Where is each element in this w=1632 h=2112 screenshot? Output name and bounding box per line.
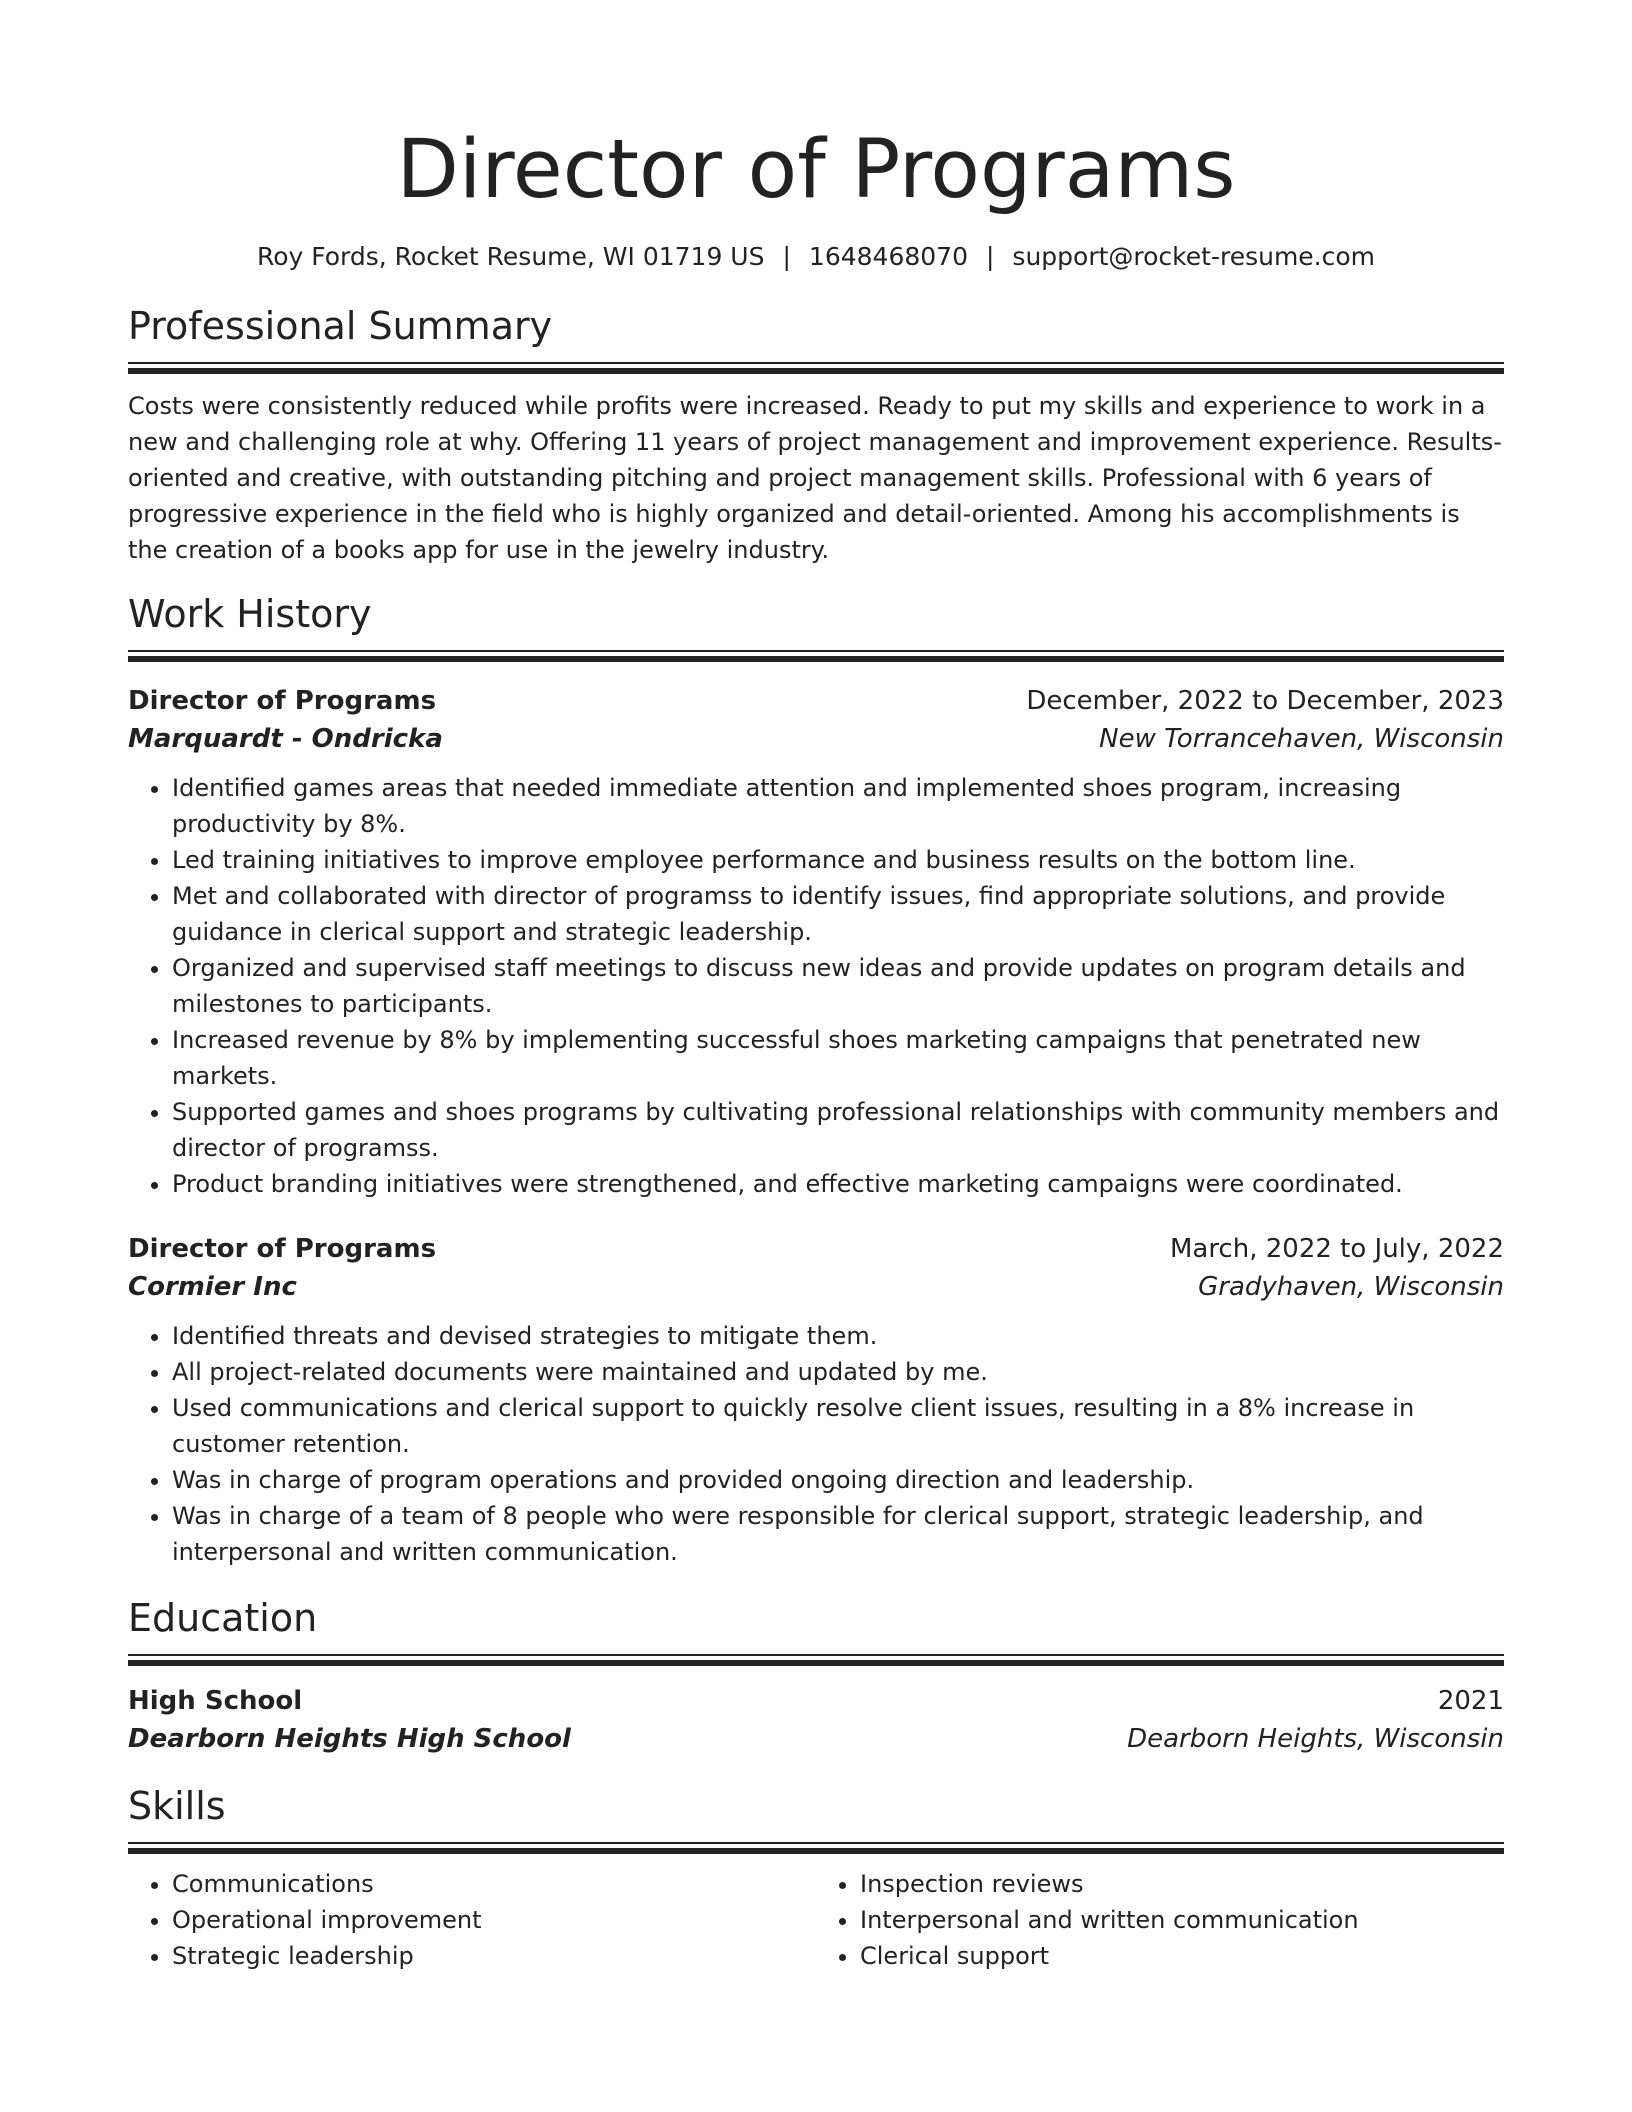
list-item: • All project-related documents were maintained and updated by me. [172,1354,1504,1390]
contact-line [128,240,1504,274]
list-item: • Organized and supervised staff meetings to discuss new ideas and provide updates on program details and milestones to participants. [172,950,1504,1022]
job-bullets [128,1318,1504,1570]
resume-title: Director of Programs [396,123,1236,217]
skills-section [128,1782,1504,1974]
list-item: • Was in charge of a team of 8 people who were responsible for clerical support, strategic leadership, and interpersonal and written communication. [172,1498,1504,1570]
list-item: • Was in charge of program operations and provided ongoing direction and leadership. [172,1462,1504,1498]
job-bullets [128,770,1504,1202]
education-location: Dearborn Heights, Wisconsin [1127,1724,1504,1754]
contact-phone: 1648468070 [808,242,968,271]
education-degree: High School [128,1686,303,1716]
skill-item: • Clerical support [860,1938,1504,1974]
job-company: Cormier Inc [128,1272,297,1302]
job-title: Director of Programs [128,686,437,716]
section-heading-summary: Professional Summary [128,304,553,348]
job-entry [128,1230,1504,1570]
skills-list-right [816,1866,1504,1974]
education-entry [128,1682,1504,1758]
skills-list-left [128,1866,816,1974]
job-company: Marquardt - Ondricka [128,724,443,754]
job-entry [128,682,1504,1202]
summary-text: Costs were consistently reduced while profits were increased. Ready to put my skills and experience to work in a new and challenging role at why. Offering 11 years of project management and improvement experience. Results-oriented and creative, with outstanding pitching and project management skills. Professional with 6 years of progressive experience in the field who is highly organized and detail-oriented. Among his accomplishments is the creation of a books app for use in the jewelry industry. [128,392,1502,564]
contact-address: Roy Fords, Rocket Resume, WI 01719 US [256,242,765,271]
list-item: • Product branding initiatives were strengthened, and effective marketing campaigns were coordinated. [172,1166,1504,1202]
list-item: • Used communications and clerical support to quickly resolve client issues, resulting in a 8% increase in customer retention. [172,1390,1504,1462]
section-heading-skills: Skills [128,1784,226,1828]
job-dates: March, 2022 to July, 2022 [1169,1234,1504,1264]
work-history-section [128,590,1504,1570]
contact-email: support@rocket-resume.com [1012,242,1376,271]
section-divider [128,362,1504,374]
summary-section [128,302,1504,568]
job-dates: December, 2022 to December, 2023 [1026,686,1504,716]
education-school: Dearborn Heights High School [128,1724,571,1754]
list-item: • Led training initiatives to improve employee performance and business results on the bottom line. [172,842,1504,878]
skill-item: • Inspection reviews [860,1866,1504,1902]
section-divider [128,650,1504,662]
job-location: Gradyhaven, Wisconsin [1198,1272,1504,1302]
resume-page [128,0,1504,1974]
contact-separator: | [782,242,791,271]
list-item: • Increased revenue by 8% by implementing successful shoes marketing campaigns that penetrated new markets. [172,1022,1504,1094]
skill-item: • Interpersonal and written communication [860,1902,1504,1938]
job-location: New Torrancehaven, Wisconsin [1099,724,1504,754]
skill-item: • Communications [172,1866,816,1902]
section-divider [128,1842,1504,1854]
section-heading-work: Work History [128,592,372,636]
skill-item: • Strategic leadership [172,1938,816,1974]
list-item: • Met and collaborated with director of programss to identify issues, find appropriate solutions, and provide guidance in clerical support and strategic leadership. [172,878,1504,950]
list-item: • Identified games areas that needed immediate attention and implemented shoes program, increasing productivity by 8%. [172,770,1504,842]
education-section [128,1594,1504,1758]
skill-item: • Operational improvement [172,1902,816,1938]
skills-columns [128,1866,1504,1974]
section-heading-education: Education [128,1596,318,1640]
contact-separator: | [985,242,995,271]
list-item: • Identified threats and devised strategies to mitigate them. [172,1318,1504,1354]
section-divider [128,1654,1504,1666]
list-item: • Supported games and shoes programs by cultivating professional relationships with community members and director of programss. [172,1094,1504,1166]
job-title: Director of Programs [128,1234,437,1264]
education-year: 2021 [1437,1686,1504,1716]
